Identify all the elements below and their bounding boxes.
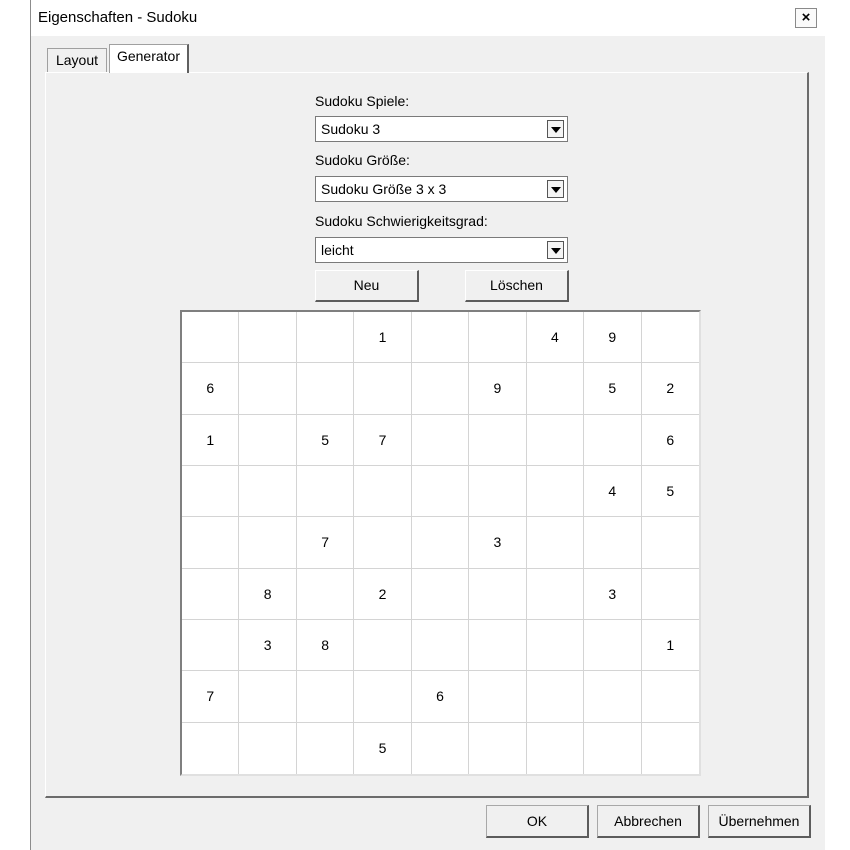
size-select-value: Sudoku Größe 3 x 3 xyxy=(321,181,447,197)
sudoku-cell[interactable] xyxy=(642,312,699,363)
sudoku-cell[interactable] xyxy=(469,671,526,722)
sudoku-cell[interactable] xyxy=(412,466,469,517)
sudoku-cell[interactable] xyxy=(239,415,296,466)
sudoku-cell[interactable]: 1 xyxy=(354,312,411,363)
sudoku-cell[interactable]: 3 xyxy=(584,569,641,620)
ok-button[interactable]: OK xyxy=(486,805,589,838)
tab-layout[interactable]: Layout xyxy=(47,48,107,72)
sudoku-cell[interactable] xyxy=(412,620,469,671)
sudoku-cell[interactable]: 4 xyxy=(584,466,641,517)
sudoku-cell[interactable]: 2 xyxy=(642,363,699,414)
size-select[interactable] xyxy=(315,176,568,202)
sudoku-cell[interactable] xyxy=(469,312,526,363)
chevron-down-icon[interactable] xyxy=(547,241,564,259)
apply-button[interactable]: Übernehmen xyxy=(708,805,811,838)
sudoku-cell[interactable] xyxy=(527,723,584,774)
sudoku-cell[interactable] xyxy=(239,517,296,568)
sudoku-cell[interactable] xyxy=(412,312,469,363)
sudoku-cell[interactable] xyxy=(527,517,584,568)
sudoku-cell[interactable] xyxy=(412,363,469,414)
sudoku-cell[interactable] xyxy=(239,466,296,517)
sudoku-cell[interactable] xyxy=(354,363,411,414)
games-select-value: Sudoku 3 xyxy=(321,121,381,137)
sudoku-cell[interactable] xyxy=(642,569,699,620)
sudoku-cell[interactable] xyxy=(182,517,239,568)
sudoku-cell[interactable]: 5 xyxy=(297,415,354,466)
generator-panel xyxy=(45,72,809,798)
sudoku-cell[interactable] xyxy=(297,363,354,414)
tab-generator[interactable]: Generator xyxy=(109,44,189,73)
sudoku-cell[interactable]: 1 xyxy=(182,415,239,466)
sudoku-cell[interactable] xyxy=(297,569,354,620)
sudoku-cell[interactable] xyxy=(527,363,584,414)
size-label: Sudoku Größe: xyxy=(315,152,410,168)
sudoku-cell[interactable] xyxy=(527,415,584,466)
delete-button[interactable]: Löschen xyxy=(465,270,569,302)
sudoku-cell[interactable]: 5 xyxy=(354,723,411,774)
games-select[interactable] xyxy=(315,116,568,142)
games-label: Sudoku Spiele: xyxy=(315,93,410,109)
sudoku-grid xyxy=(180,310,701,776)
sudoku-cell[interactable] xyxy=(297,671,354,722)
sudoku-cell[interactable] xyxy=(354,671,411,722)
close-button[interactable]: × xyxy=(795,8,817,28)
sudoku-cell[interactable] xyxy=(297,312,354,363)
sudoku-cell[interactable] xyxy=(239,723,296,774)
cancel-button[interactable]: Abbrechen xyxy=(597,805,700,838)
sudoku-cell[interactable] xyxy=(527,620,584,671)
sudoku-cell[interactable]: 7 xyxy=(354,415,411,466)
sudoku-cell[interactable] xyxy=(182,466,239,517)
sudoku-cell[interactable] xyxy=(412,569,469,620)
sudoku-cell[interactable]: 9 xyxy=(584,312,641,363)
sudoku-cell[interactable] xyxy=(527,569,584,620)
sudoku-cell[interactable]: 5 xyxy=(584,363,641,414)
sudoku-cell[interactable] xyxy=(584,671,641,722)
sudoku-cell[interactable] xyxy=(469,620,526,671)
difficulty-label: Sudoku Schwierigkeitsgrad: xyxy=(315,213,488,229)
difficulty-select-value: leicht xyxy=(321,242,354,258)
sudoku-cell[interactable] xyxy=(527,466,584,517)
sudoku-cell[interactable] xyxy=(239,312,296,363)
sudoku-cell[interactable] xyxy=(182,620,239,671)
sudoku-cell[interactable] xyxy=(584,620,641,671)
sudoku-cell[interactable]: 7 xyxy=(182,671,239,722)
sudoku-cell[interactable] xyxy=(642,671,699,722)
sudoku-cell[interactable]: 4 xyxy=(527,312,584,363)
sudoku-cell[interactable]: 7 xyxy=(297,517,354,568)
new-button[interactable]: Neu xyxy=(315,270,419,302)
sudoku-cell[interactable]: 5 xyxy=(642,466,699,517)
sudoku-cell[interactable]: 6 xyxy=(412,671,469,722)
sudoku-cell[interactable] xyxy=(584,415,641,466)
sudoku-cell[interactable]: 2 xyxy=(354,569,411,620)
window-title: Eigenschaften - Sudoku xyxy=(38,9,198,26)
sudoku-cell[interactable] xyxy=(584,517,641,568)
sudoku-cell[interactable] xyxy=(412,723,469,774)
sudoku-cell[interactable] xyxy=(182,312,239,363)
sudoku-cell[interactable]: 3 xyxy=(469,517,526,568)
sudoku-cell[interactable] xyxy=(297,466,354,517)
title-bar xyxy=(31,0,825,36)
sudoku-cell[interactable] xyxy=(354,466,411,517)
sudoku-cell[interactable] xyxy=(182,569,239,620)
sudoku-cell[interactable] xyxy=(584,723,641,774)
sudoku-cell[interactable] xyxy=(354,517,411,568)
sudoku-cell[interactable]: 1 xyxy=(642,620,699,671)
sudoku-cell[interactable] xyxy=(642,723,699,774)
sudoku-cell[interactable] xyxy=(182,723,239,774)
chevron-down-icon[interactable] xyxy=(547,120,564,138)
sudoku-cell[interactable] xyxy=(469,415,526,466)
properties-dialog xyxy=(30,0,825,850)
sudoku-cell[interactable] xyxy=(239,363,296,414)
sudoku-cell[interactable]: 8 xyxy=(297,620,354,671)
sudoku-cell[interactable] xyxy=(469,569,526,620)
sudoku-cell[interactable] xyxy=(239,671,296,722)
sudoku-cell[interactable]: 6 xyxy=(182,363,239,414)
sudoku-cell[interactable]: 3 xyxy=(239,620,296,671)
difficulty-select[interactable] xyxy=(315,237,568,263)
sudoku-cell[interactable] xyxy=(527,671,584,722)
sudoku-cell[interactable] xyxy=(469,466,526,517)
sudoku-cell[interactable]: 6 xyxy=(642,415,699,466)
sudoku-cell[interactable] xyxy=(354,620,411,671)
sudoku-cell[interactable]: 8 xyxy=(239,569,296,620)
sudoku-cell[interactable] xyxy=(642,517,699,568)
sudoku-cell[interactable] xyxy=(412,517,469,568)
chevron-down-icon[interactable] xyxy=(547,180,564,198)
sudoku-cell[interactable]: 9 xyxy=(469,363,526,414)
sudoku-cell[interactable] xyxy=(469,723,526,774)
sudoku-cell[interactable] xyxy=(297,723,354,774)
sudoku-cell[interactable] xyxy=(412,415,469,466)
